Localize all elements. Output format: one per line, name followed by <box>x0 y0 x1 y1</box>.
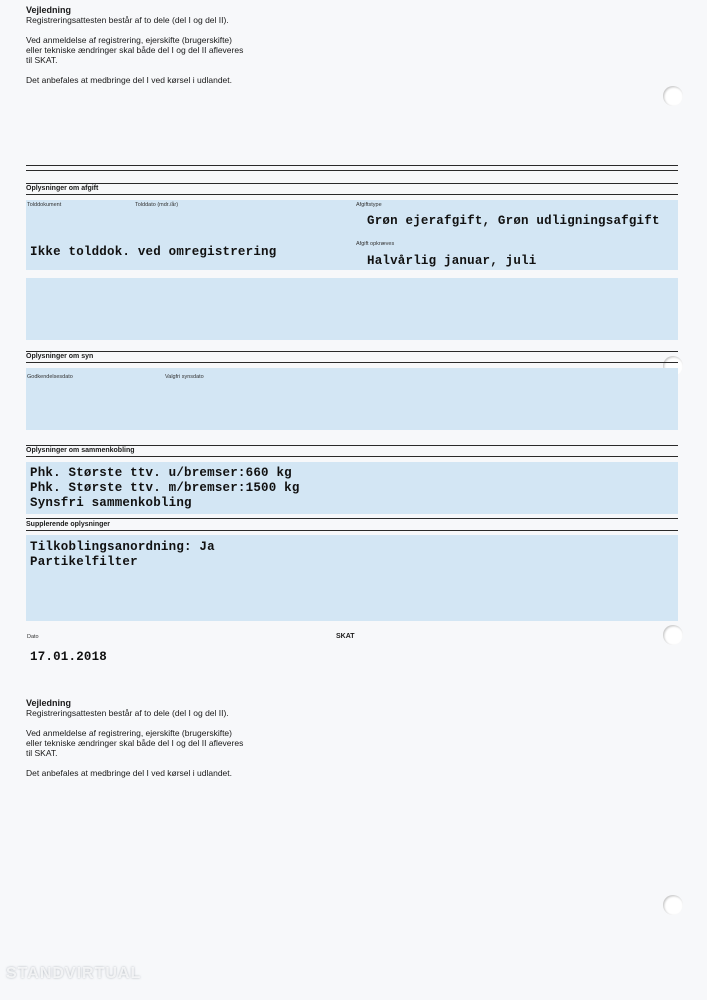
separator-top-2 <box>26 170 678 171</box>
afgift-title: Oplysninger om afgift <box>26 185 99 192</box>
guide-bottom <box>26 698 326 778</box>
guide-bottom-line2a: Ved anmeldelse af registrering, ejerskifte (brugerskifte) <box>26 728 232 738</box>
godkendelsesdato-label: Godkendelsesdato <box>27 374 73 380</box>
afgiftstype-value: Grøn ejerafgift, Grøn udligningsafgift <box>367 214 660 228</box>
syn-rule <box>26 351 678 352</box>
afgift-rule <box>26 183 678 184</box>
supplerende-line1: Tilkoblingsanordning: Ja <box>30 540 215 554</box>
supplerende-line2: Partikelfilter <box>30 555 138 569</box>
supplerende-title: Supplerende oplysninger <box>26 521 111 528</box>
opkraeves-label: Afgift opkræves <box>356 241 395 247</box>
afgift-rule-2 <box>26 194 678 195</box>
tolddokument-value: Ikke tolddok. ved omregistrering <box>30 245 277 259</box>
guide-top-line3: Det anbefales at medbringe del I ved kørsel i udlandet. <box>26 75 233 85</box>
guide-top-line2b: eller tekniske ændringer skal både del I og del II afleveres <box>26 45 244 55</box>
kobling-line3: Synsfri sammenkobling <box>30 496 192 510</box>
supplerende-rule-2 <box>26 530 678 531</box>
guide-bottom-line1: Registreringsattesten består af to dele (del I og del II). <box>26 708 229 718</box>
punch-hole-1 <box>663 86 683 106</box>
afgift-band-1 <box>26 200 678 270</box>
punch-hole-4 <box>663 895 683 915</box>
dato-label: Dato <box>27 634 39 640</box>
guide-top <box>26 5 326 85</box>
kobling-rule <box>26 445 678 446</box>
separator-top <box>26 165 678 166</box>
guide-top-line2a: Ved anmeldelse af registrering, ejerskifte (brugerskifte) <box>26 35 232 45</box>
watermark-logo: STANDVIRTUAL <box>6 965 142 982</box>
synsdato-label: Valgfri synsdato <box>165 374 204 380</box>
guide-top-line2c: til SKAT. <box>26 55 58 65</box>
guide-bottom-line3: Det anbefales at medbringe del I ved kørsel i udlandet. <box>26 768 233 778</box>
authority-label: SKAT <box>336 633 355 640</box>
kobling-title: Oplysninger om sammenkobling <box>26 447 135 454</box>
guide-bottom-title: Vejledning <box>26 698 72 708</box>
guide-top-line1: Registreringsattesten består af to dele (del I og del II). <box>26 15 229 25</box>
guide-bottom-line2c: til SKAT. <box>26 748 58 758</box>
guide-bottom-line2b: eller tekniske ændringer skal både del I og del II afleveres <box>26 738 244 748</box>
kobling-line2: Phk. Største ttv. m/bremser:1500 kg <box>30 481 300 495</box>
tolddato-label: Tolddato (mdr./år) <box>135 202 179 208</box>
syn-title: Oplysninger om syn <box>26 353 94 360</box>
syn-rule-2 <box>26 362 678 363</box>
syn-band <box>26 368 678 430</box>
dato-value: 17.01.2018 <box>30 650 108 664</box>
supplerende-rule <box>26 518 678 519</box>
punch-hole-3 <box>663 625 683 645</box>
kobling-rule-2 <box>26 456 678 457</box>
tolddokument-label: Tolddokument <box>27 202 62 208</box>
guide-top-title: Vejledning <box>26 5 72 15</box>
kobling-line1: Phk. Største ttv. u/bremser:660 kg <box>30 466 292 480</box>
afgiftstype-label: Afgiftstype <box>356 202 382 208</box>
afgift-band-2 <box>26 278 678 340</box>
opkraeves-value: Halvårlig januar, juli <box>367 254 537 268</box>
